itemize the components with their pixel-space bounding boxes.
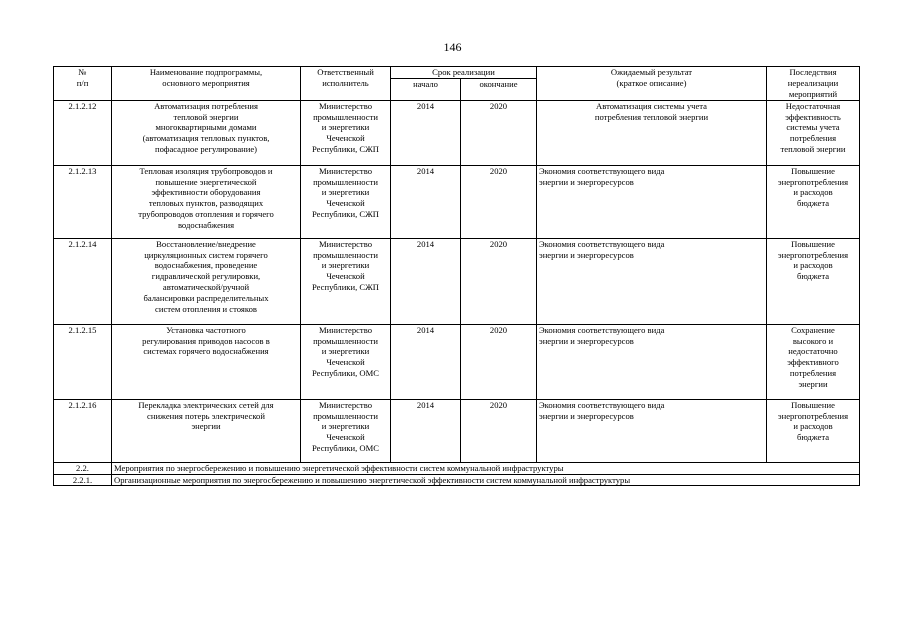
row-responsible: Министерство промышленности и энергетики Чеченской Республики, СЖП (301, 238, 391, 324)
table-row (54, 324, 860, 399)
row-result: Экономия соответствующего вида энергии и энергоресурсов (537, 324, 767, 399)
table-row (54, 399, 860, 462)
table-body (54, 100, 860, 486)
row-end: 2020 (461, 100, 537, 165)
row-num: 2.1.2.13 (54, 165, 112, 238)
row-consequences: Недостаточная эффективность системы учета потребления тепловой энергии (767, 100, 860, 165)
header-consequences: Последствия нереализации мероприятий (767, 67, 860, 101)
row-result: Экономия соответствующего вида энергии и энергоресурсов (537, 399, 767, 462)
row-start: 2014 (391, 165, 461, 238)
row-name: Автоматизация потребления тепловой энергии многоквартирными домами (автоматизация тепловых пунктов, пофасадное регулирование) (112, 100, 301, 165)
measures-table (53, 66, 860, 486)
header-start: начало (391, 78, 461, 100)
row-num: 2.1.2.15 (54, 324, 112, 399)
section-num: 2.2. (54, 462, 112, 474)
header-end: окончание (461, 78, 537, 100)
row-end: 2020 (461, 238, 537, 324)
row-num: 2.1.2.12 (54, 100, 112, 165)
section-row (54, 462, 860, 474)
row-start: 2014 (391, 100, 461, 165)
row-start: 2014 (391, 399, 461, 462)
row-responsible: Министерство промышленности и энергетики Чеченской Республики, ОМС (301, 324, 391, 399)
row-result: Экономия соответствующего вида энергии и энергоресурсов (537, 165, 767, 238)
header-responsible: Ответственный исполнитель (301, 67, 391, 101)
row-start: 2014 (391, 324, 461, 399)
row-consequences: Повышение энергопотребления и расходов бюджета (767, 238, 860, 324)
section-title: Мероприятия по энергосбережению и повышению энергетической эффективности систем коммунальной инфраструктуры (112, 462, 860, 474)
table-row (54, 100, 860, 165)
row-consequences: Повышение энергопотребления и расходов бюджета (767, 399, 860, 462)
header-result: Ожидаемый результат (краткое описание) (537, 67, 767, 101)
row-end: 2020 (461, 399, 537, 462)
row-name: Тепловая изоляция трубопроводов и повышение энергетической эффективности оборудования тепловых пунктов, разводящих трубопроводов отопления и горячего водоснабжения (112, 165, 301, 238)
row-responsible: Министерство промышленности и энергетики Чеченской Республики, ОМС (301, 399, 391, 462)
row-start: 2014 (391, 238, 461, 324)
row-end: 2020 (461, 165, 537, 238)
row-num: 2.1.2.16 (54, 399, 112, 462)
section-row (54, 474, 860, 486)
row-consequences: Повышение энергопотребления и расходов бюджета (767, 165, 860, 238)
row-num: 2.1.2.14 (54, 238, 112, 324)
row-responsible: Министерство промышленности и энергетики Чеченской Республики, СЖП (301, 165, 391, 238)
table-row (54, 165, 860, 238)
header-period: Срок реализации (391, 67, 537, 79)
row-consequences: Сохранение высокого и недостаточно эффективного потребления энергии (767, 324, 860, 399)
section-num: 2.2.1. (54, 474, 112, 486)
table-row (54, 238, 860, 324)
page-number: 146 (443, 40, 462, 54)
row-result: Экономия соответствующего вида энергии и энергоресурсов (537, 238, 767, 324)
row-end: 2020 (461, 324, 537, 399)
row-name: Перекладка электрических сетей для снижения потерь электрической энергии (112, 399, 301, 462)
header-num: № п/п (54, 67, 112, 101)
row-responsible: Министерство промышленности и энергетики Чеченской Республики, СЖП (301, 100, 391, 165)
section-title: Организационные мероприятия по энергосбережению и повышению энергетической эффективности систем коммунальной инфраструктуры (112, 474, 860, 486)
row-name: Восстановление/внедрение циркуляционных систем горячего водоснабжения, проведение гидравлической регулировки, автоматической/ручной балансировки распределительных систем отопления и стояков (112, 238, 301, 324)
header-name: Наименование подпрограммы, основного мероприятия (112, 67, 301, 101)
row-name: Установка частотного регулирования приводов насосов в системах горячего водоснабжения (112, 324, 301, 399)
row-result: Автоматизация системы учета потребления тепловой энергии (537, 100, 767, 165)
